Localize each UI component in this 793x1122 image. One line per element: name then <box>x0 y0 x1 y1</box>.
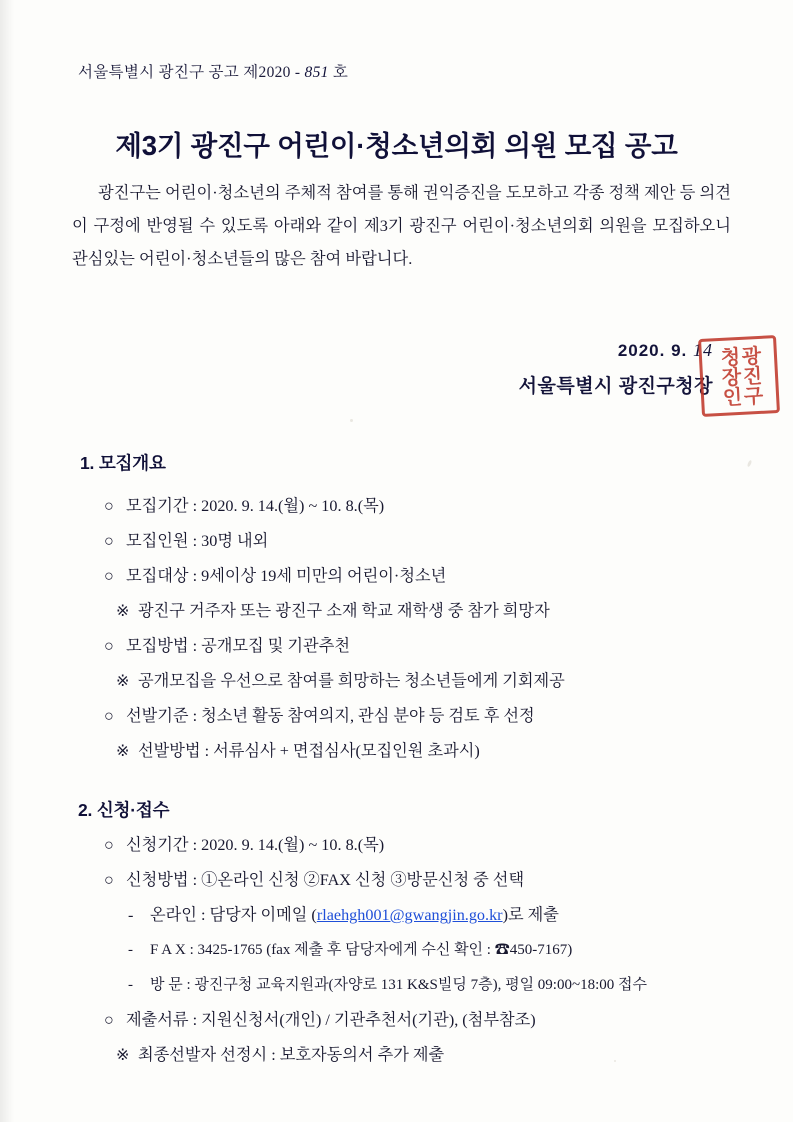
list-item-text: 모집기간 : 2020. 9. 14.(월) ~ 10. 8.(목) <box>126 497 385 515</box>
list-marker: ○ <box>104 637 114 655</box>
section-list-application <box>104 828 738 1073</box>
list-item-text: 광진구 거주자 또는 광진구 소재 학교 재학생 중 참가 희망자 <box>138 602 550 620</box>
page-title: 제3기 광진구 어린이·청소년의회 의원 모집 공고 <box>115 130 678 161</box>
list-item-text: 선발기준 : 청소년 활동 참여의지, 관심 분야 등 검토 후 선정 <box>126 707 535 725</box>
scan-speck <box>747 460 753 468</box>
list-item-fax <box>104 933 738 968</box>
list-item <box>104 1003 738 1038</box>
list-marker: - <box>128 942 133 958</box>
list-marker: ※ <box>116 1046 130 1064</box>
list-item-text: F A X : 3425-1765 (fax 제출 후 담당자에게 수신 확인 : ☎450-7167) <box>150 942 573 958</box>
section-list-recruitment-overview <box>104 489 738 769</box>
intro-paragraph: 광진구는 어린이·청소년의 주체적 참여를 통해 권익증진을 도모하고 각종 정책 제안 등 의견이 구정에 반영될 수 있도록 아래와 같이 제3기 광진구 어린이·청소년의회 의원을 모집하오니 관심있는 어린이·청소년들의 많은 참여 바랍니다. <box>72 183 731 268</box>
list-item <box>104 863 738 898</box>
list-marker: ○ <box>104 567 114 585</box>
list-item-text: 신청기간 : 2020. 9. 14.(월) ~ 10. 8.(목) <box>126 836 385 854</box>
issue-date <box>519 340 713 361</box>
scan-speck <box>350 419 353 422</box>
list-marker: ※ <box>116 602 130 620</box>
list-item-text: 신청방법 : ①온라인 신청 ②FAX 신청 ③방문신청 중 선택 <box>126 871 525 889</box>
list-marker: - <box>128 977 133 993</box>
issue-date-handwritten: 14 <box>693 340 713 360</box>
list-item-visit <box>104 968 738 1003</box>
list-item-note <box>104 1038 738 1073</box>
list-item-text: 모집방법 : 공개모집 및 기관추천 <box>126 637 350 655</box>
document-number <box>78 60 348 82</box>
list-item-note <box>104 594 738 629</box>
list-item <box>104 524 738 559</box>
list-marker: ○ <box>104 836 114 854</box>
list-item-text: 모집대상 : 9세이상 19세 미만의 어린이·청소년 <box>126 567 447 585</box>
issuer-name: 서울특별시 광진구청장 <box>518 376 713 397</box>
signature-block <box>519 340 713 398</box>
list-item-note <box>104 734 738 769</box>
list-marker: ○ <box>104 871 114 889</box>
document-number-handwritten: 851 <box>304 64 329 81</box>
list-marker: ○ <box>104 1011 114 1029</box>
official-seal-icon <box>698 335 780 417</box>
list-item-note <box>104 664 738 699</box>
list-item <box>104 559 738 594</box>
list-item-text-after-link: )로 제출 <box>502 906 559 924</box>
document-number-prefix: 서울특별시 광진구 공고 제2020 - <box>78 64 305 81</box>
list-marker: ※ <box>116 742 130 760</box>
list-marker: ○ <box>104 532 114 550</box>
list-item-text-before-link: 온라인 : 담당자 이메일 ( <box>150 906 317 924</box>
list-marker: ※ <box>116 672 130 690</box>
list-item-text: 최종선발자 선정시 : 보호자동의서 추가 제출 <box>138 1046 445 1064</box>
section-heading-application: 2. 신청·접수 <box>78 800 170 820</box>
list-item-text: 선발방법 : 서류심사 + 면접심사(모집인원 초과시) <box>138 742 480 760</box>
list-marker: ○ <box>104 707 114 725</box>
official-seal-text: 광진구청장인 <box>716 344 763 408</box>
list-item <box>104 699 738 734</box>
page-edge-shadow <box>0 0 14 1122</box>
list-marker: ○ <box>104 497 114 515</box>
list-item-text: 모집인원 : 30명 내외 <box>126 532 269 550</box>
list-marker: - <box>128 906 134 924</box>
list-item <box>104 489 738 524</box>
section-heading-recruitment-overview: 1. 모집개요 <box>80 453 166 473</box>
list-item <box>104 828 738 863</box>
list-item-text: 방 문 : 광진구청 교육지원과(자양로 131 K&S빌딩 7층), 평일 09:00~18:00 접수 <box>150 977 647 993</box>
document-number-suffix: 호 <box>328 64 349 81</box>
list-item-online <box>104 898 738 933</box>
email-link[interactable]: rlaehgh001@gwangjin.go.kr <box>316 906 503 924</box>
list-item-text: 제출서류 : 지원신청서(개인) / 기관추천서(기관), (첨부참조) <box>126 1011 536 1029</box>
list-item-text: 공개모집을 우선으로 참여를 희망하는 청소년들에게 기회제공 <box>138 672 565 690</box>
list-item <box>104 629 738 664</box>
issue-date-printed: 2020. 9. <box>617 341 688 360</box>
